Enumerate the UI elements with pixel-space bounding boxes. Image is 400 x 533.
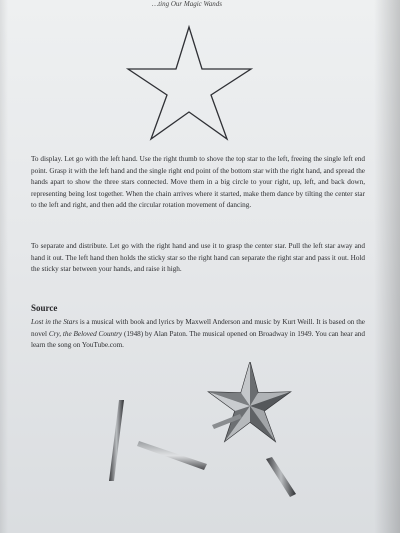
star-outline-illustration [125, 24, 255, 142]
paragraph-to-separate: To separate and distribute. Let go with the right hand and use it to grasp the center star. Pull the left star away and hand it out. The left hand then holds the sticky star so the right hand can separate the right star and pass it out. Hold the sticky star between your hands, and raise it high. [31, 242, 365, 274]
star-outline [128, 27, 251, 139]
wand-right [266, 457, 296, 497]
source-title-lost-in-the-stars: Lost in the Stars [31, 318, 78, 326]
source-title-cry-the-beloved-country: Cry, the Beloved Country [48, 329, 123, 338]
page-edge-shadow [374, 0, 400, 533]
source-heading: Source [31, 303, 58, 313]
magic-wands-illustration [100, 362, 310, 512]
wand-left [109, 400, 124, 481]
source-text-1: is a musical with book and lyrics by Maxwell Anderson and music by Kurt Weill. It is based on the novel [31, 318, 365, 338]
wand-middle [137, 441, 207, 470]
paragraph-to-display: To display. Let go with the left hand. Use the right thumb to shove the top star to the left, freeing the single left end point. Grasp it with the left hand and the single right end point of the bottom star with the right hand, and spread the hands apart to show the three stars connected. Move them in a big circle to your right, up, left, and back down, representing being lost together. When the chain arrives where it started, make them dance by tilting the center star to the left and right, and then add the circular rotation movement of dancing. [31, 155, 365, 210]
running-head: …ting Our Magic Wands [152, 0, 222, 8]
source-text-2: (1948) by Alan Paton. The musical opened on Broadway in 1949. You can hear and learn the song on YouTube.com. [31, 329, 365, 350]
source-paragraph [31, 317, 365, 352]
metallic-star [209, 362, 290, 441]
page-gutter-shadow [0, 0, 8, 533]
